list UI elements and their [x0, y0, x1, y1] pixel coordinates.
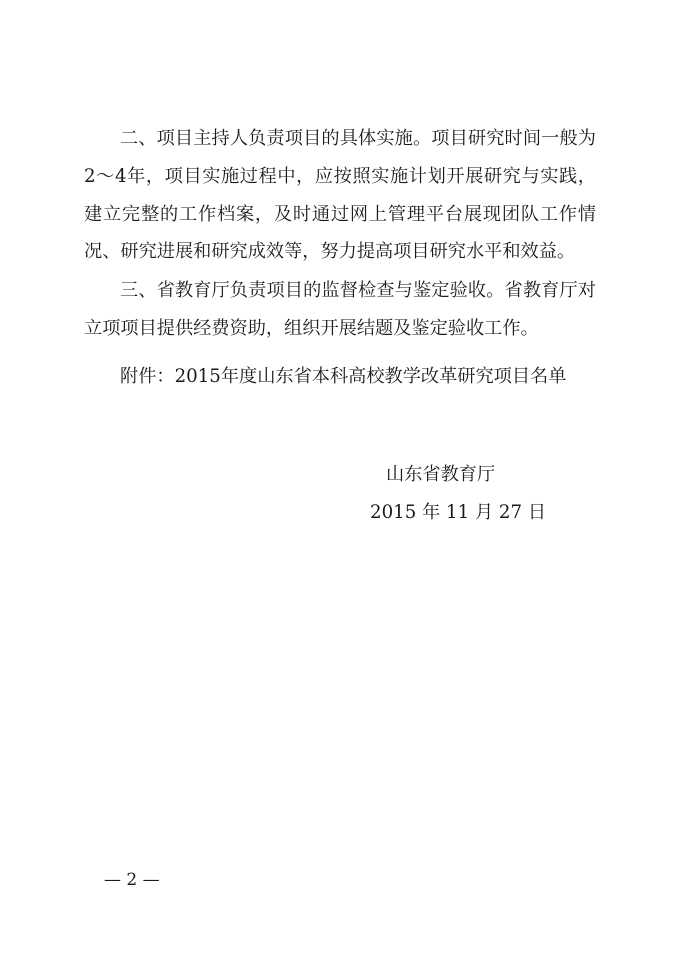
attachment-reference: 附件：2015年度山东省本科高校教学改革研究项目名单	[120, 366, 567, 387]
paragraph-project-implementation: 二、项目主持人负责项目的具体实施。项目研究时间一般为2～4年，项目实施过程中，应按照实施计划开展研究与实践，建立完整的工作档案，及时通过网上管理平台展现团队工作情况、研究进展和研究成效等，努力提高项目研究水平和效益。	[84, 128, 596, 263]
page-number: — 2 —	[104, 870, 160, 890]
issuer-signature: 山东省教育厅	[386, 464, 496, 485]
issue-date: 2015 年 11 月 27 日	[370, 502, 547, 523]
paragraph-supervision-acceptance: 三、省教育厅负责项目的监督检查与鉴定验收。省教育厅对立项项目提供经费资助，组织开展结题及鉴定验收工作。	[84, 280, 596, 339]
